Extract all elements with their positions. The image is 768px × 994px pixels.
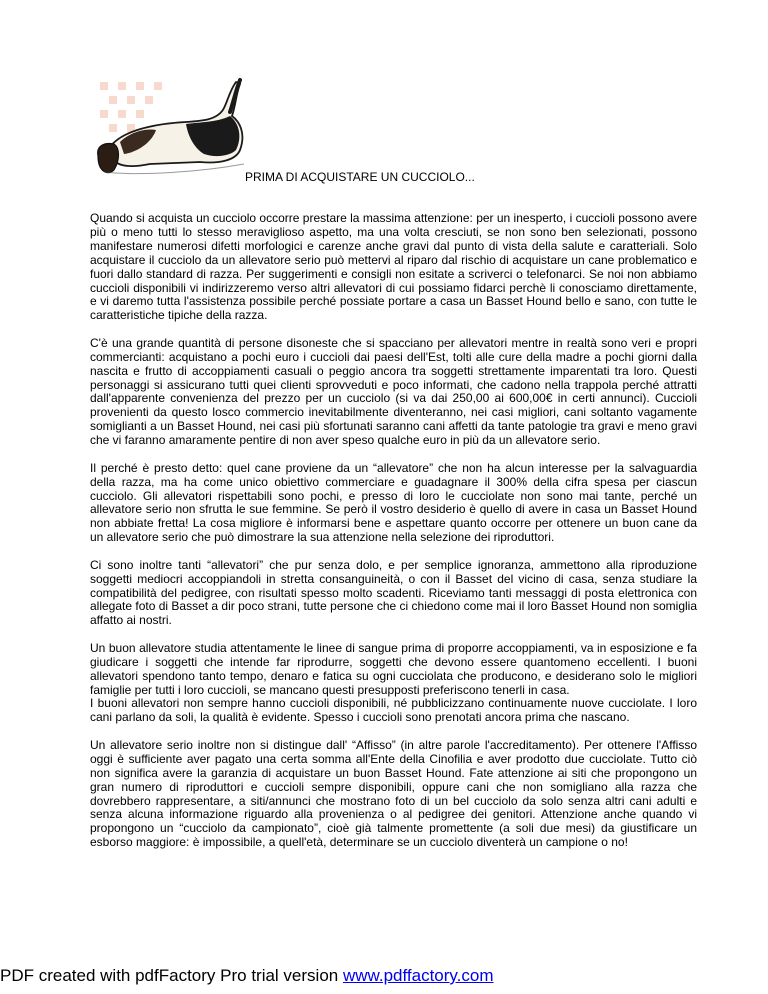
paragraph: C'è una grande quantità di persone disoneste che si spacciano per allevatori mentre in realtà sono veri e propri commercianti: acquistano a pochi euro i cuccioli dai paesi dell'Est, tolti alle cure della madre a pochi giorni dalla nascita e frutto di accoppiamenti casuali o peggio ancora tra soggetti strettamente imparentati tra loro. Questi personaggi si assicurano tutti quei clienti sprovveduti e poco informati, che cadono nella trappola perché attratti dall'apparente convenienza del prezzo per un cucciolo (si va dai 250,00 ai 600,00€ in certi annunci). Cuccioli provenienti da questo losco commercio inevitabilmente diventeranno, nei casi migliori, cani soltanto vagamente somiglianti a un Basset Hound, nei casi più sfortunati saranno cani affetti da tante patologie tra gravi e meno gravi che vi faranno amaramente pentire di non aver speso qualche euro in più da un allevatore serio. — [90, 335, 697, 448]
pdffactory-link[interactable]: www.pdffactory.com — [342, 966, 494, 985]
document-body — [90, 212, 697, 864]
paragraph: Il perché è presto detto: quel cane proviene da un “allevatore” che non ha alcun interesse per la salvaguardia della razza, ma ha come unico obiettivo commerciare e guadagnare il 300% della cifra spesa per ciascun cucciolo. Gli allevatori rispettabili sono pochi, e presso di loro le cucciolate non sono mai tante, perché un allevatore serio non sfrutta le sue femmine. Se però il vostro desiderio è quello di avere in casa un Basset Hound non abbiate fretta! La cosa migliore è informarsi bene e aspettare quanto occorre per ottenere un buon cane da un allevatore serio che può dimostrare la sua attenzione nella selezione dei riproduttori. — [90, 460, 697, 545]
paragraph: Ci sono inoltre tanti “allevatori” che pur senza dolo, e per semplice ignoranza, ammettono alla riproduzione soggetti mediocri accoppiandoli in stretta consanguineità, o con il Basset del vicino di casa, senza studiare la compatibilità del pedigree, con risultati spesso molto scadenti. Riceviamo tanti messaggi di posta elettronica con allegate foto di Basset a dir poco strani, tutte persone che ci chiedono come mai il loro Basset Hound non somiglia affatto ai nostri. — [90, 557, 698, 628]
paragraph: I buoni allevatori non sempre hanno cuccioli disponibili, né pubblicizzano continuamente nuove cucciolate. I loro cani parlano da soli, la qualità è evidente. Spesso i cuccioli sono prenotati ancora prima che nascano. — [90, 696, 697, 725]
document-header — [90, 72, 710, 192]
pdf-footer — [0, 966, 494, 986]
document-title: PRIMA DI ACQUISTARE UN CUCCIOLO... — [245, 170, 475, 184]
paragraph: Un buon allevatore studia attentamente le linee di sangue prima di proporre accoppiamenti, va in esposizione e fa giudicare i soggetti che intende far riprodurre, soggetti che devono essere quantomeno eccellenti. I buoni allevatori spendono tanto tempo, denaro e fatica su ogni cucciolata che producono, e desiderano solo le migliori famiglie per tutti i loro cuccioli, se mancano questi presupposti preferiscono tenerli in casa. — [90, 640, 697, 697]
basset-hound-illustration — [90, 72, 250, 184]
footer-text: PDF created with pdfFactory Pro trial version — [0, 966, 343, 985]
paragraph: Quando si acquista un cucciolo occorre prestare la massima attenzione: per un inesperto, i cuccioli possono avere più o meno tutti lo stesso meraviglioso aspetto, ma una volta cresciuti, se non sono ben selezionati, possono manifestare numerosi difetti morfologici e carenze anche gravi dal punto di vista della salute e caratteriali. Solo acquistare il cucciolo da un allevatore serio può mettervi al riparo dal rischio di acquistare un cane problematico e fuori dallo standard di razza. Per suggerimenti e consigli non esitate a scriverci o telefonarci. Se noi non abbiamo cuccioli disponibili vi indirizzeremo verso altri allevatori di cui possiamo fidarci perchè li conosciamo direttamente, e vi daremo tutta l'assistenza possibile perché possiate portare a casa un Basset Hound bello e sano, con tutte le caratteristiche tipiche della razza. — [90, 211, 697, 323]
paragraph: Un allevatore serio inoltre non si distingue dall' “Affisso” (in altre parole l'accreditamento). Per ottenere l'Affisso oggi è sufficiente aver pagato una certa somma all'Ente della Cinofilia e aver prodotto due cucciolate. Tutto ciò non significa avere la garanzia di acquistare un buon Basset Hound. Fate attenzione ai siti che propongono un gran numero di riproduttori e cuccioli sempre disponibili, oppure cani che non somigliano alla razza che dovrebbero rappresentare, a siti/annunci che mostrano foto di un bel cucciolo da solo senza altri cani adulti e senza alcuna informazione riguardo alla provenienza o al pedigree dei genitori. Attenzione anche quando vi propongono un “cucciolo da campionato”, cioè già talmente promettente (a soli due mesi) da giustificare un esborso maggiore: è impossibile, a quell'età, determinare se un cucciolo diventerà un campione o no! — [90, 737, 697, 850]
